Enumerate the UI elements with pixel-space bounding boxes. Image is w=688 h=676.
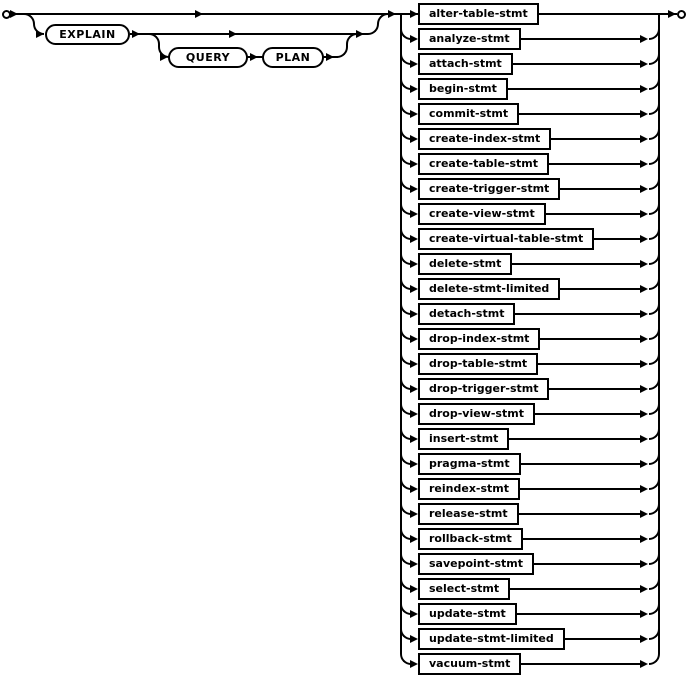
merge-curve-right [649,303,660,315]
merge-curve-right [649,253,660,265]
keyword-plan: PLAN [262,47,324,68]
arrow-right-icon [410,210,418,218]
merge-curve-right [649,203,660,215]
arrow-right-icon [160,53,168,61]
statement-row [400,103,660,125]
merge-curve-right [649,53,660,65]
arrow-right-icon [388,10,396,18]
statement-box-release-stmt[interactable]: release-stmt [418,503,519,525]
arrow-right-icon [410,185,418,193]
statement-box-detach-stmt[interactable]: detach-stmt [418,303,515,325]
arrow-right-icon [640,335,648,343]
statement-row [400,428,660,450]
arrow-right-icon [640,435,648,443]
branch-curve-left [400,428,411,440]
statement-box-create-table-stmt[interactable]: create-table-stmt [418,153,549,175]
arrow-right-icon [640,660,648,668]
line-segment [509,438,640,440]
branch-curve-left [400,403,411,415]
branch-curve-left [400,528,411,540]
branch-curve-left [400,553,411,565]
statement-row [400,353,660,375]
line-segment [540,338,640,340]
arrow-right-icon [410,385,418,393]
statement-box-delete-stmt-limited[interactable]: delete-stmt-limited [418,278,560,300]
statement-row [400,528,660,550]
arrow-right-icon [410,335,418,343]
statement-row [400,203,660,225]
line-segment [520,488,640,490]
merge-curve-right [649,103,660,115]
branch-curve-left [400,153,411,165]
statement-box-pragma-stmt[interactable]: pragma-stmt [418,453,521,475]
merge-curve-right [649,628,660,640]
arrow-right-icon [410,60,418,68]
merge-curve-right [649,578,660,590]
statement-box-rollback-stmt[interactable]: rollback-stmt [418,528,523,550]
statement-row [400,3,660,25]
arrow-right-icon [410,560,418,568]
merge-curve-right [649,653,660,665]
statement-box-begin-stmt[interactable]: begin-stmt [418,78,508,100]
line-segment [535,413,640,415]
branch-curve-left [400,303,411,315]
branch-curve-left [400,378,411,390]
arrow-right-icon [410,235,418,243]
statement-row [400,403,660,425]
statement-row [400,503,660,525]
arrow-right-icon [640,235,648,243]
statement-box-select-stmt[interactable]: select-stmt [418,578,510,600]
merge-curve-right [649,153,660,165]
line-segment [521,663,640,665]
arrow-right-icon [36,30,44,38]
branch-curve-left [400,28,411,40]
statement-row [400,53,660,75]
statement-box-create-index-stmt[interactable]: create-index-stmt [418,128,551,150]
arrow-right-icon [410,35,418,43]
line-segment [546,213,640,215]
statement-box-drop-index-stmt[interactable]: drop-index-stmt [418,328,540,350]
arrow-right-icon [640,360,648,368]
statement-box-reindex-stmt[interactable]: reindex-stmt [418,478,520,500]
arrow-right-icon [640,135,648,143]
branch-curve-left [400,228,411,240]
merge-curve-right [649,78,660,90]
merge-curve-right [649,353,660,365]
statement-row [400,453,660,475]
statement-row [400,328,660,350]
arrow-right-icon [640,110,648,118]
statement-box-attach-stmt[interactable]: attach-stmt [418,53,513,75]
line-segment [534,563,640,565]
statement-box-drop-view-stmt[interactable]: drop-view-stmt [418,403,535,425]
line-segment [508,88,640,90]
merge-curve-right [649,553,660,565]
arrow-right-icon [410,310,418,318]
arrow-right-icon [410,360,418,368]
branch-curve-left [400,53,411,65]
arrow-right-icon [410,535,418,543]
line-segment [512,263,640,265]
arrow-right-icon [410,260,418,268]
statement-box-commit-stmt[interactable]: commit-stmt [418,103,519,125]
arrow-right-icon [410,10,418,18]
line-segment [510,588,640,590]
statement-row [400,228,660,250]
arrow-right-icon [640,185,648,193]
line-segment [549,163,640,165]
arrow-right-icon [410,585,418,593]
line-segment [560,288,640,290]
arrow-right-icon [640,385,648,393]
arrow-right-icon [640,560,648,568]
statement-row [400,578,660,600]
arrow-right-icon [410,410,418,418]
arrow-right-icon [640,310,648,318]
arrow-right-icon [356,30,364,38]
line-segment [521,463,640,465]
statement-box-drop-table-stmt[interactable]: drop-table-stmt [418,353,538,375]
branch-curve-left [400,628,411,640]
branch-curve-left [400,453,411,465]
statement-box-vacuum-stmt[interactable]: vacuum-stmt [418,653,521,675]
statement-row [400,653,660,675]
arrow-right-icon [640,460,648,468]
arrow-right-icon [640,60,648,68]
statement-row [400,128,660,150]
keyword-explain: EXPLAIN [45,24,130,45]
keyword-query: QUERY [168,47,248,68]
arrow-right-icon [410,85,418,93]
branch-curve-left [400,328,411,340]
arrow-right-icon [410,160,418,168]
line-segment [519,113,640,115]
branch-curve-left [400,478,411,490]
statement-box-update-stmt-limited[interactable]: update-stmt-limited [418,628,565,650]
main-rail-line [9,13,419,15]
merge-curve-right [649,528,660,540]
line-segment [523,538,640,540]
merge-curve-right [649,328,660,340]
arrow-right-icon [640,610,648,618]
merge-curve-right [649,228,660,240]
statement-box-drop-trigger-stmt[interactable]: drop-trigger-stmt [418,378,549,400]
branch-curve-left [400,353,411,365]
statement-box-alter-table-stmt[interactable]: alter-table-stmt [418,3,539,25]
explain-rail-line [130,33,367,35]
branch-curve-left [400,128,411,140]
arrow-right-icon [640,510,648,518]
arrow-right-icon [410,460,418,468]
arrow-right-icon [640,485,648,493]
branch-curve-left [400,103,411,115]
statement-row [400,28,660,50]
line-segment [519,513,640,515]
statement-row [400,178,660,200]
branch-curve-left [400,278,411,290]
statement-row [400,253,660,275]
arrow-right-icon [410,110,418,118]
end-circle [677,10,686,19]
statement-box-insert-stmt[interactable]: insert-stmt [418,428,509,450]
statement-box-create-virtual-table-stmt[interactable]: create-virtual-table-stmt [418,228,594,250]
merge-curve-right [649,428,660,440]
statement-row [400,153,660,175]
statement-row [400,78,660,100]
arrow-right-icon [640,210,648,218]
arrow-right-icon [410,635,418,643]
statement-row [400,378,660,400]
arrow-right-icon [195,10,203,18]
merge-curve [366,24,379,35]
statement-row [400,278,660,300]
arrow-right-icon [640,35,648,43]
arrow-right-icon [640,285,648,293]
statement-row [400,478,660,500]
statement-box-analyze-stmt[interactable]: analyze-stmt [418,28,521,50]
arrow-right-icon [640,585,648,593]
merge-curve-right [649,453,660,465]
arrow-right-icon [410,485,418,493]
merge-curve-right [649,128,660,140]
arrow-right-icon [410,610,418,618]
arrow-right-icon [640,410,648,418]
branch-curve-left [400,178,411,190]
statement-box-create-view-stmt[interactable]: create-view-stmt [418,203,546,225]
statement-box-create-trigger-stmt[interactable]: create-trigger-stmt [418,178,560,200]
arrow-right-icon [410,660,418,668]
branch-curve-left [400,653,411,665]
statement-row [400,628,660,650]
statement-row [400,603,660,625]
line-segment [521,38,640,40]
merge-curve-right [649,603,660,615]
statement-row [400,303,660,325]
line-segment [565,638,640,640]
branch-curve-left [400,503,411,515]
line-segment [517,613,640,615]
branch-curve-left [400,253,411,265]
branch-curve-left [400,578,411,590]
arrow-right-icon [410,510,418,518]
statement-box-savepoint-stmt[interactable]: savepoint-stmt [418,553,534,575]
branch-curve-left [400,78,411,90]
arrow-right-icon [410,135,418,143]
line-segment [515,313,640,315]
statement-row [400,553,660,575]
merge-curve-right [649,378,660,390]
arrow-right-icon [640,85,648,93]
merge-curve-right [649,403,660,415]
arrow-right-icon [229,30,237,38]
arrow-right-icon [640,635,648,643]
arrow-right-icon [410,285,418,293]
arrow-right-icon [326,53,334,61]
arrow-right-icon [668,10,676,18]
branch-curve-left [400,203,411,215]
statement-box-update-stmt[interactable]: update-stmt [418,603,517,625]
merge-curve-right [649,503,660,515]
arrow-right-icon [640,260,648,268]
line-segment [549,388,640,390]
line-segment [594,238,640,240]
line-segment [538,363,640,365]
merge-curve-right [649,278,660,290]
merge-curve-right [649,28,660,40]
merge-curve-right [649,478,660,490]
line-segment [560,188,640,190]
line-segment [539,13,660,15]
statement-box-delete-stmt[interactable]: delete-stmt [418,253,512,275]
merge-curve [335,47,348,58]
arrow-right-icon [640,160,648,168]
line-segment [551,138,640,140]
arrow-right-icon [410,435,418,443]
arrow-right-icon [250,53,258,61]
merge-curve-right [649,178,660,190]
line-segment [513,63,640,65]
arrow-right-icon [640,535,648,543]
branch-curve-left [400,603,411,615]
